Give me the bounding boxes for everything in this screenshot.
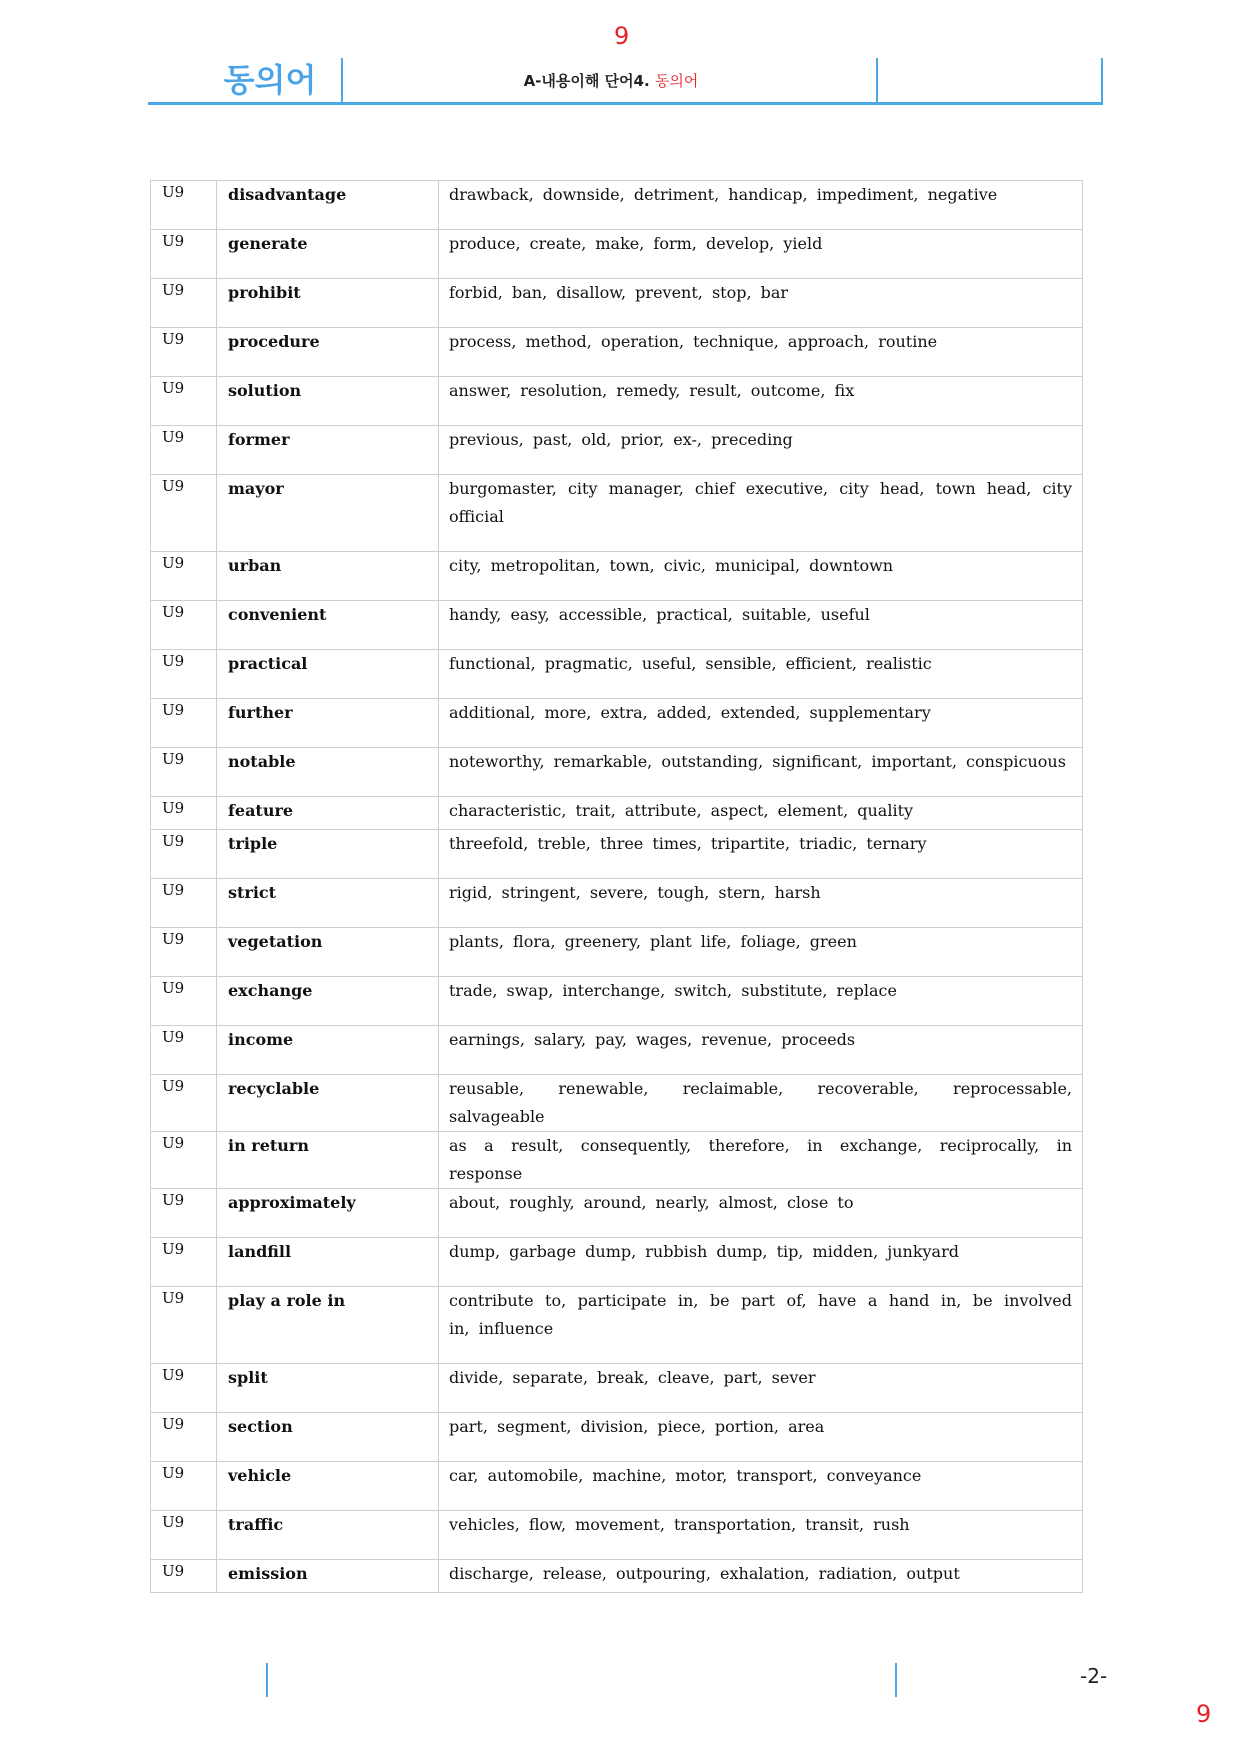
table-row <box>151 797 1083 830</box>
synonyms-cell: trade, swap, interchange, switch, substitute, replace <box>439 977 1083 1026</box>
synonym-table <box>150 180 1083 1593</box>
synonyms-cell: rigid, stringent, severe, tough, stern, harsh <box>439 879 1083 928</box>
unit-cell: U9 <box>151 181 217 230</box>
header-title: 동의어 <box>223 61 317 99</box>
unit-cell: U9 <box>151 699 217 748</box>
synonyms-cell: forbid, ban, disallow, prevent, stop, bar <box>439 279 1083 328</box>
unit-cell: U9 <box>151 650 217 699</box>
unit-cell: U9 <box>151 1026 217 1075</box>
table-row <box>151 279 1083 328</box>
header-subtitle-prefix: A-내용이해 단어4. <box>523 72 650 90</box>
word-cell: approximately <box>217 1189 439 1238</box>
synonyms-cell: about, roughly, around, nearly, almost, close to <box>439 1189 1083 1238</box>
word-cell: play a role in <box>217 1287 439 1364</box>
unit-cell: U9 <box>151 748 217 797</box>
table-row <box>151 928 1083 977</box>
table-row <box>151 1189 1083 1238</box>
word-cell: generate <box>217 230 439 279</box>
synonyms-cell: vehicles, flow, movement, transportation, transit, rush <box>439 1511 1083 1560</box>
unit-cell: U9 <box>151 1238 217 1287</box>
word-cell: feature <box>217 797 439 830</box>
word-cell: prohibit <box>217 279 439 328</box>
table-row <box>151 977 1083 1026</box>
table-row <box>151 748 1083 797</box>
word-cell: notable <box>217 748 439 797</box>
bottom-page-marker: 9 <box>1196 1700 1212 1728</box>
synonyms-cell: as a result, consequently, therefore, in exchange, reciprocally, in response <box>439 1132 1083 1189</box>
table-row <box>151 475 1083 552</box>
synonyms-cell: threefold, treble, three times, tripartite, triadic, ternary <box>439 830 1083 879</box>
word-cell: vegetation <box>217 928 439 977</box>
synonyms-cell: city, metropolitan, town, civic, municipal, downtown <box>439 552 1083 601</box>
table-row <box>151 1413 1083 1462</box>
unit-cell: U9 <box>151 797 217 830</box>
word-cell: emission <box>217 1560 439 1593</box>
unit-cell: U9 <box>151 1075 217 1132</box>
word-cell: triple <box>217 830 439 879</box>
header-divider <box>876 58 878 102</box>
word-cell: practical <box>217 650 439 699</box>
unit-cell: U9 <box>151 552 217 601</box>
document-header <box>148 58 1103 105</box>
header-subtitle <box>346 70 876 91</box>
synonyms-cell: previous, past, old, prior, ex-, preceding <box>439 426 1083 475</box>
table-row <box>151 601 1083 650</box>
top-page-marker: 9 <box>614 22 630 50</box>
header-divider <box>341 58 343 102</box>
unit-cell: U9 <box>151 475 217 552</box>
synonyms-cell: answer, resolution, remedy, result, outcome, fix <box>439 377 1083 426</box>
word-cell: convenient <box>217 601 439 650</box>
table-row <box>151 830 1083 879</box>
unit-cell: U9 <box>151 830 217 879</box>
table-row <box>151 426 1083 475</box>
unit-cell: U9 <box>151 879 217 928</box>
unit-cell: U9 <box>151 977 217 1026</box>
unit-cell: U9 <box>151 928 217 977</box>
word-cell: disadvantage <box>217 181 439 230</box>
word-cell: exchange <box>217 977 439 1026</box>
unit-cell: U9 <box>151 279 217 328</box>
word-cell: urban <box>217 552 439 601</box>
table-row <box>151 377 1083 426</box>
synonyms-cell: additional, more, extra, added, extended, supplementary <box>439 699 1083 748</box>
unit-cell: U9 <box>151 426 217 475</box>
word-cell: split <box>217 1364 439 1413</box>
word-cell: mayor <box>217 475 439 552</box>
table-row <box>151 1026 1083 1075</box>
synonyms-cell: drawback, downside, detriment, handicap, impediment, negative <box>439 181 1083 230</box>
word-cell: former <box>217 426 439 475</box>
synonyms-cell: discharge, release, outpouring, exhalation, radiation, output <box>439 1560 1083 1593</box>
header-subtitle-highlight: 동의어 <box>654 72 699 90</box>
synonyms-cell: burgomaster, city manager, chief executive, city head, town head, city official <box>439 475 1083 552</box>
synonyms-cell: divide, separate, break, cleave, part, sever <box>439 1364 1083 1413</box>
table-row <box>151 699 1083 748</box>
footer-divider <box>895 1663 897 1697</box>
synonyms-cell: produce, create, make, form, develop, yield <box>439 230 1083 279</box>
word-cell: in return <box>217 1132 439 1189</box>
unit-cell: U9 <box>151 1511 217 1560</box>
unit-cell: U9 <box>151 601 217 650</box>
word-cell: recyclable <box>217 1075 439 1132</box>
unit-cell: U9 <box>151 1132 217 1189</box>
synonyms-cell: plants, flora, greenery, plant life, foliage, green <box>439 928 1083 977</box>
synonyms-cell: contribute to, participate in, be part of, have a hand in, be involved in, influence <box>439 1287 1083 1364</box>
header-divider <box>1101 58 1103 102</box>
unit-cell: U9 <box>151 230 217 279</box>
unit-cell: U9 <box>151 1413 217 1462</box>
table-row <box>151 1238 1083 1287</box>
table-row <box>151 1075 1083 1132</box>
table-row <box>151 552 1083 601</box>
synonyms-cell: handy, easy, accessible, practical, suitable, useful <box>439 601 1083 650</box>
synonyms-cell: functional, pragmatic, useful, sensible, efficient, realistic <box>439 650 1083 699</box>
unit-cell: U9 <box>151 1287 217 1364</box>
synonyms-cell: noteworthy, remarkable, outstanding, significant, important, conspicuous <box>439 748 1083 797</box>
word-cell: solution <box>217 377 439 426</box>
unit-cell: U9 <box>151 1189 217 1238</box>
table-row <box>151 230 1083 279</box>
synonyms-cell: car, automobile, machine, motor, transport, conveyance <box>439 1462 1083 1511</box>
synonyms-cell: reusable, renewable, reclaimable, recoverable, reprocessable, salvageable <box>439 1075 1083 1132</box>
table-row <box>151 1287 1083 1364</box>
unit-cell: U9 <box>151 377 217 426</box>
word-cell: further <box>217 699 439 748</box>
unit-cell: U9 <box>151 1462 217 1511</box>
page-number: -2- <box>1080 1664 1108 1688</box>
synonyms-cell: characteristic, trait, attribute, aspect, element, quality <box>439 797 1083 830</box>
word-cell: income <box>217 1026 439 1075</box>
word-cell: landfill <box>217 1238 439 1287</box>
synonyms-cell: process, method, operation, technique, approach, routine <box>439 328 1083 377</box>
unit-cell: U9 <box>151 1364 217 1413</box>
table-row <box>151 181 1083 230</box>
table-row <box>151 1132 1083 1189</box>
table-row <box>151 1511 1083 1560</box>
unit-cell: U9 <box>151 328 217 377</box>
word-cell: section <box>217 1413 439 1462</box>
word-cell: strict <box>217 879 439 928</box>
unit-cell: U9 <box>151 1560 217 1593</box>
synonyms-cell: earnings, salary, pay, wages, revenue, proceeds <box>439 1026 1083 1075</box>
table-row <box>151 1462 1083 1511</box>
table-row <box>151 879 1083 928</box>
table-row <box>151 1560 1083 1593</box>
word-cell: procedure <box>217 328 439 377</box>
word-cell: vehicle <box>217 1462 439 1511</box>
footer-divider <box>266 1663 268 1697</box>
table-row <box>151 328 1083 377</box>
synonyms-cell: dump, garbage dump, rubbish dump, tip, midden, junkyard <box>439 1238 1083 1287</box>
table-row <box>151 1364 1083 1413</box>
synonyms-cell: part, segment, division, piece, portion, area <box>439 1413 1083 1462</box>
table-row <box>151 650 1083 699</box>
word-cell: traffic <box>217 1511 439 1560</box>
